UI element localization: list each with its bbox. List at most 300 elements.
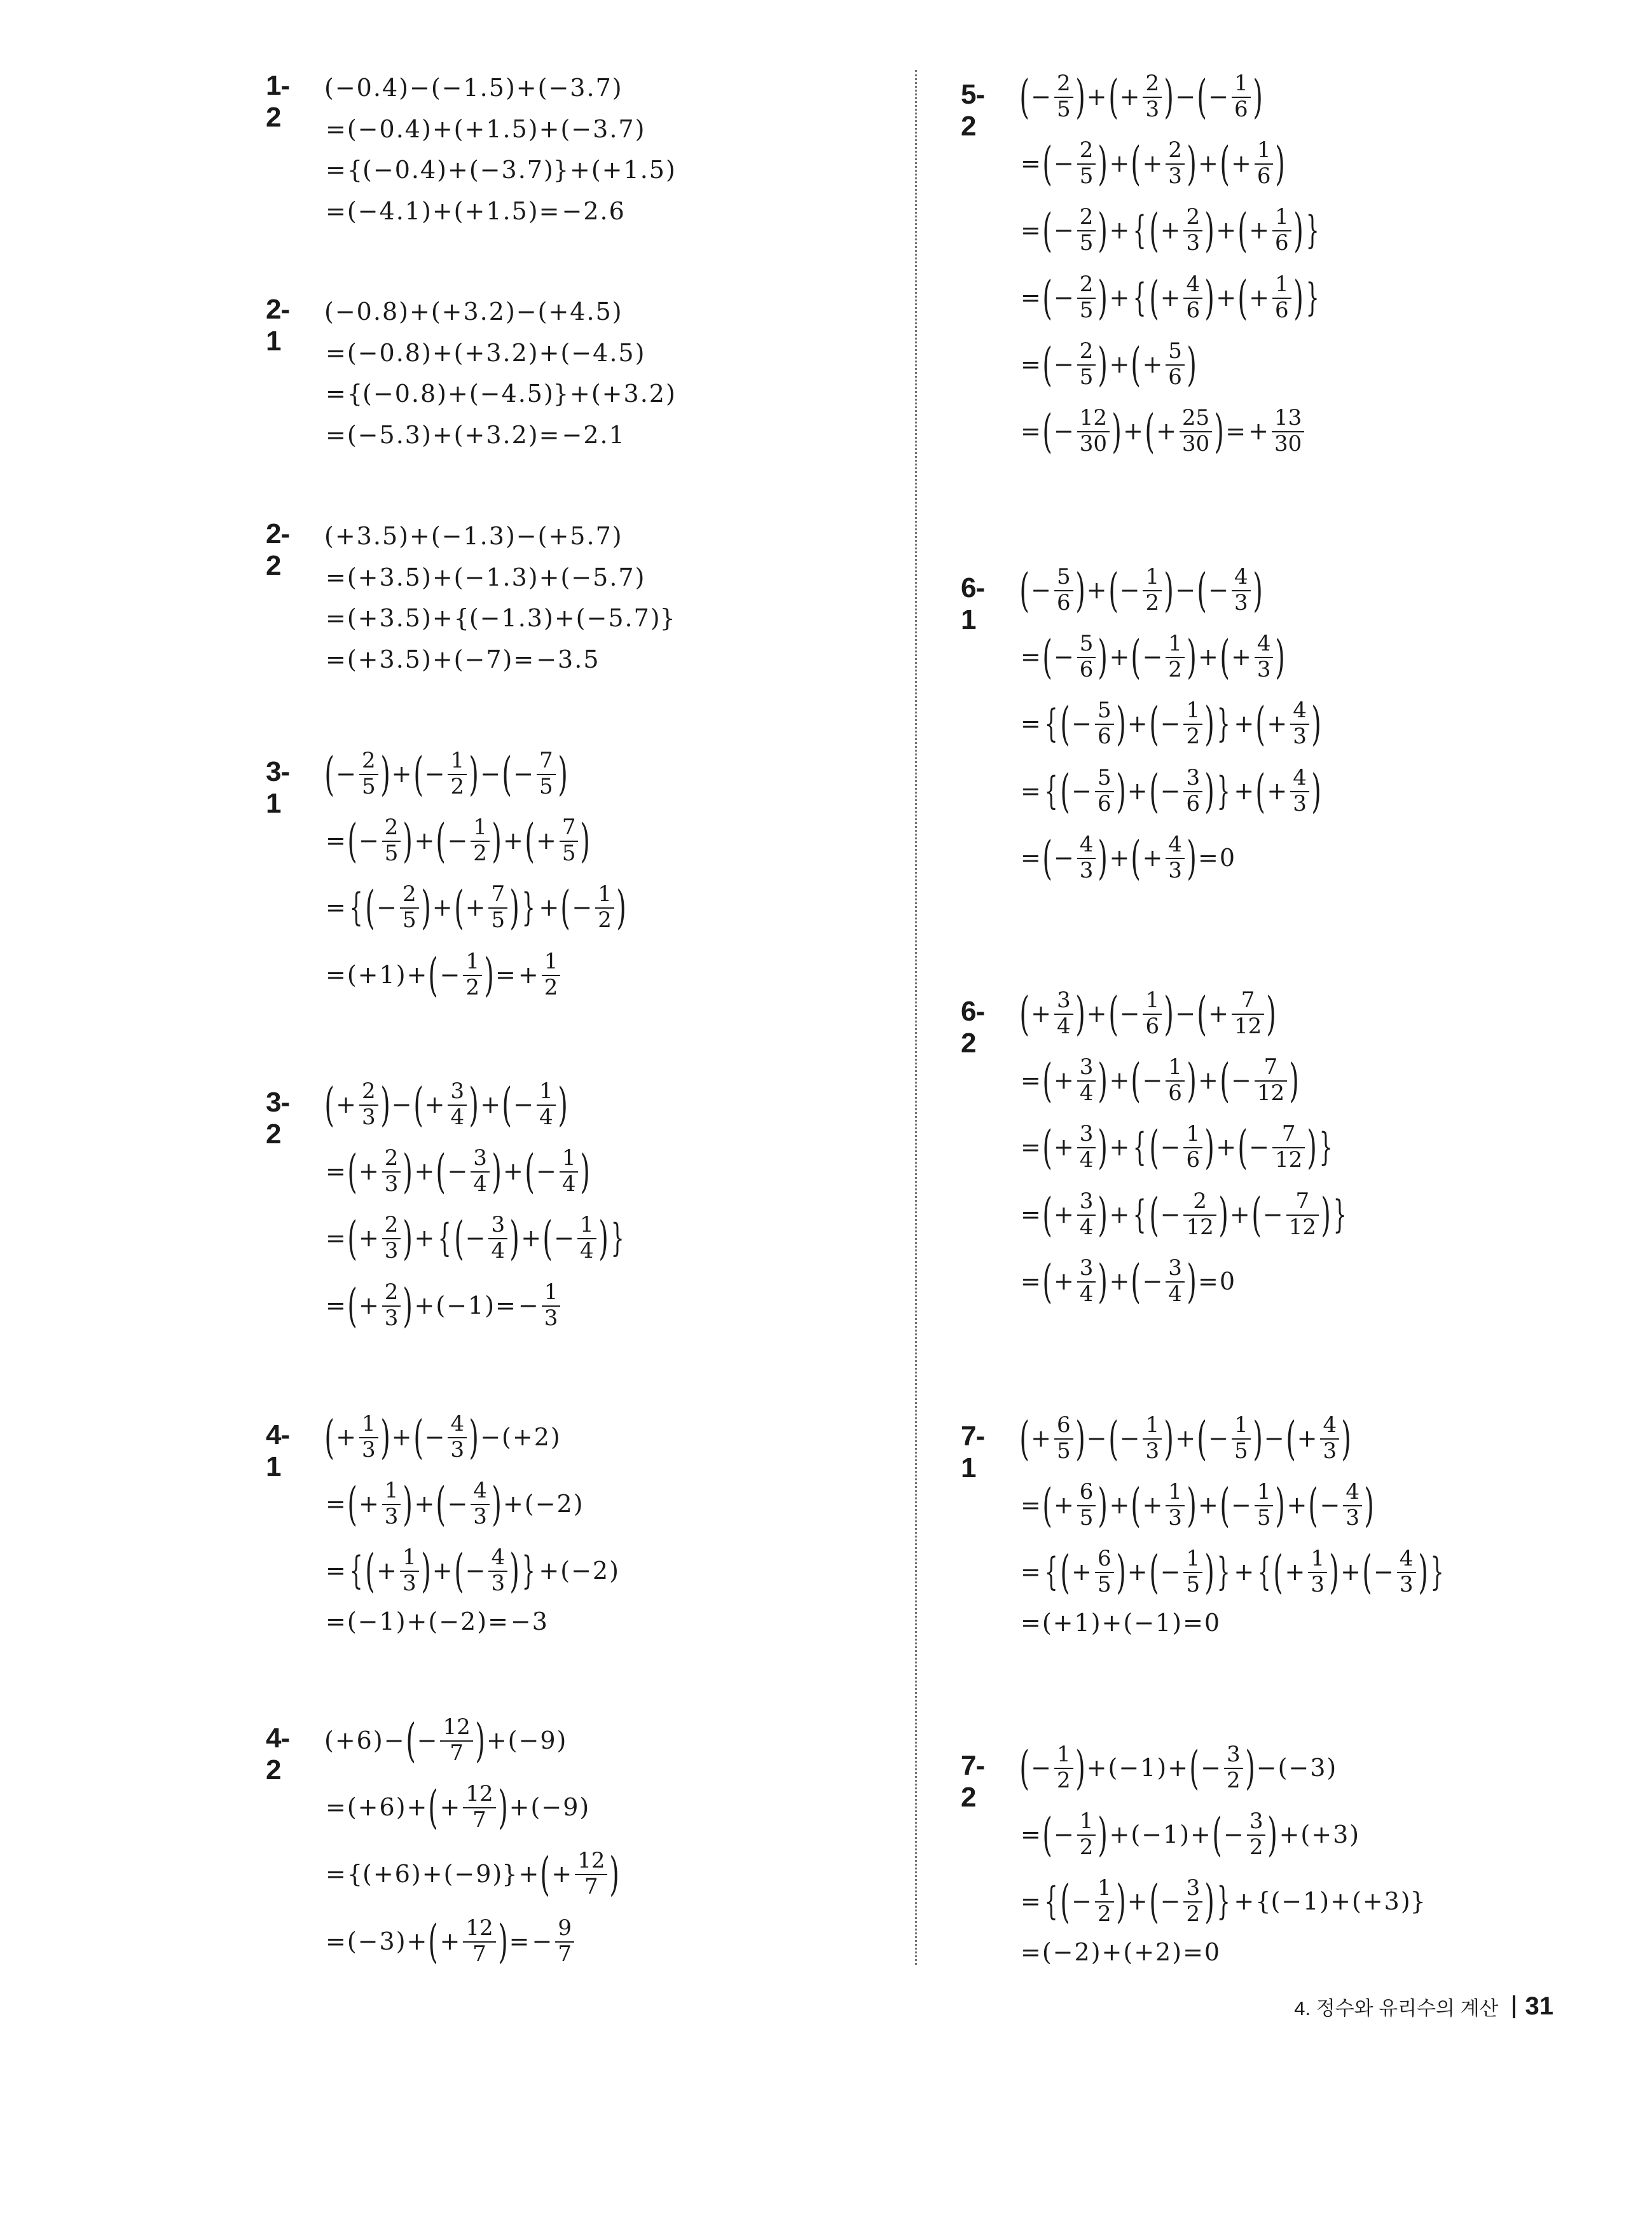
plus-sign: + xyxy=(1156,417,1176,445)
fraction xyxy=(1272,1120,1305,1173)
denominator: 3 xyxy=(361,1436,376,1463)
solution-line xyxy=(324,155,675,185)
open-bracket: ( xyxy=(575,604,586,632)
minus-sign: − xyxy=(572,893,593,921)
math-text: 5 xyxy=(593,563,609,591)
solution-line xyxy=(1019,202,1321,259)
math-text: 7 xyxy=(595,74,611,102)
open-bracket: ( xyxy=(1300,1820,1311,1848)
plus-sign: + xyxy=(1053,1201,1074,1229)
equals-sign: = xyxy=(326,1557,346,1585)
denominator: 2 xyxy=(473,840,487,866)
numerator: 7 xyxy=(1295,1188,1310,1214)
equals-sign: = xyxy=(495,961,516,989)
plus-sign: + xyxy=(432,197,453,225)
open-bracket: ( xyxy=(502,747,512,801)
denominator: 3 xyxy=(450,1436,465,1463)
plus-sign: + xyxy=(448,380,468,408)
close-bracket: ) xyxy=(1098,1255,1108,1308)
open-bracket: ( xyxy=(324,1410,334,1464)
math-text: . xyxy=(586,522,595,550)
numerator: 5 xyxy=(1056,563,1071,589)
open-bracket: ( xyxy=(428,948,439,1001)
numerator: 4 xyxy=(1399,1545,1414,1571)
open-bracket: ( xyxy=(347,1607,357,1635)
math-text: 8 xyxy=(420,380,436,408)
fraction xyxy=(400,883,419,932)
minus-sign: − xyxy=(447,827,468,855)
plus-sign: + xyxy=(414,1224,435,1252)
denominator: 2 xyxy=(465,974,479,1000)
close-bracket: ) xyxy=(665,156,675,184)
fraction xyxy=(537,747,556,799)
fraction xyxy=(1054,989,1073,1038)
close-bracket: ) xyxy=(502,645,513,673)
open-bracket: ( xyxy=(1131,1478,1141,1532)
numerator: 1 xyxy=(1186,697,1201,723)
minus-sign: − xyxy=(336,760,356,788)
plus-sign: + xyxy=(1216,1133,1237,1161)
close-bracket: ) xyxy=(650,604,660,632)
math-text: . xyxy=(609,563,617,591)
math-text: 0 xyxy=(356,74,372,102)
fraction xyxy=(1290,764,1309,816)
plus-sign: + xyxy=(480,1091,501,1118)
close-bracket: ) xyxy=(543,156,553,184)
plus-sign: + xyxy=(357,563,378,591)
close-bracket: ) xyxy=(497,1780,508,1834)
plus-sign: + xyxy=(432,1557,453,1585)
fraction xyxy=(1255,139,1274,188)
denominator: 12 xyxy=(1275,1146,1303,1173)
close-bracket: ) xyxy=(1204,1545,1215,1599)
equals-sign: = xyxy=(1183,1609,1203,1637)
denominator: 6 xyxy=(1186,297,1201,323)
open-bracket: ( xyxy=(537,298,547,326)
open-bracket: ( xyxy=(1108,70,1119,123)
plus-sign: + xyxy=(518,961,539,989)
math-text: 3 xyxy=(379,645,395,673)
fraction xyxy=(1054,1741,1073,1793)
math-text: 5 xyxy=(583,645,599,673)
close-bracket: ) xyxy=(1115,697,1126,750)
minus-sign: − xyxy=(1230,1491,1251,1519)
close-bracket: ) xyxy=(403,1211,413,1265)
open-bracket: ( xyxy=(591,156,601,184)
math-text: 2 xyxy=(1074,1938,1090,1966)
equals-sign: = xyxy=(1021,643,1041,671)
plus-sign: + xyxy=(448,156,468,184)
open-bracket: ( xyxy=(1220,137,1230,190)
numerator: 1 xyxy=(1097,1875,1112,1901)
denominator: 12 xyxy=(1186,1214,1214,1240)
math-text: 0 xyxy=(379,115,395,143)
plus-sign: + xyxy=(1053,1066,1074,1094)
numerator: 4 xyxy=(1346,1478,1359,1504)
plus-sign: + xyxy=(1109,149,1130,177)
open-bracket: ( xyxy=(1255,764,1266,818)
math-text: . xyxy=(640,156,648,184)
close-bracket: ) xyxy=(1187,338,1197,391)
plus-sign: + xyxy=(512,1423,533,1451)
math-text: 0 xyxy=(1219,1267,1236,1295)
math-text: 1 xyxy=(1074,1609,1090,1637)
solution-line xyxy=(324,1209,626,1267)
denominator: 4 xyxy=(561,1171,576,1197)
solution-line xyxy=(324,1408,560,1466)
equals-sign: = xyxy=(1021,216,1041,244)
numerator: 2 xyxy=(1079,203,1094,230)
denominator: 3 xyxy=(1186,230,1201,256)
close-bracket: ) xyxy=(1307,1120,1318,1174)
math-text: . xyxy=(396,604,404,632)
open-bracket: { xyxy=(1132,275,1146,320)
fraction xyxy=(1143,989,1162,1038)
minus-sign: − xyxy=(464,563,485,591)
equals-sign: = xyxy=(326,1224,346,1252)
numerator: 9 xyxy=(558,1915,572,1941)
close-bracket: ) xyxy=(421,604,431,632)
math-text: 5 xyxy=(404,563,420,591)
open-bracket: { xyxy=(1132,1192,1146,1237)
math-text: 2 xyxy=(533,1423,549,1451)
open-bracket: ( xyxy=(1197,987,1207,1040)
plus-sign: + xyxy=(406,1607,427,1635)
math-text: 8 xyxy=(404,339,420,367)
numerator: 4 xyxy=(1293,697,1307,723)
plus-sign: + xyxy=(441,298,462,326)
open-bracket: ( xyxy=(405,1714,416,1767)
minus-sign: − xyxy=(479,604,500,632)
close-bracket: ) xyxy=(1115,1545,1126,1599)
fraction xyxy=(560,816,579,865)
close-bracket: ) xyxy=(1252,563,1263,617)
close-bracket: ) xyxy=(1349,1820,1359,1848)
open-bracket: ( xyxy=(1308,1478,1319,1532)
minus-sign: − xyxy=(1160,710,1181,738)
numerator: 1 xyxy=(544,1279,558,1305)
denominator: 7 xyxy=(472,1807,486,1833)
close-bracket: ) xyxy=(1326,1754,1337,1782)
plus-sign: + xyxy=(535,827,556,855)
numerator: 1 xyxy=(1079,1808,1094,1834)
close-bracket: ) xyxy=(1311,697,1321,750)
open-bracket: { xyxy=(1044,1879,1058,1924)
plus-sign: + xyxy=(518,1860,539,1888)
open-bracket: { xyxy=(347,380,363,408)
plus-sign: + xyxy=(1053,1267,1074,1295)
fraction xyxy=(595,883,614,932)
fraction xyxy=(1308,1545,1327,1597)
close-bracket: ) xyxy=(1112,404,1122,458)
minus-sign: − xyxy=(1071,1887,1092,1915)
plus-sign: + xyxy=(1071,1558,1092,1586)
math-text: 4 xyxy=(382,74,398,102)
minus-sign: − xyxy=(1134,1609,1155,1637)
minus-sign: − xyxy=(1160,777,1181,805)
open-bracket: ( xyxy=(365,1544,375,1597)
fraction xyxy=(1166,139,1185,188)
plus-sign: + xyxy=(1127,1558,1148,1586)
solution-line xyxy=(1019,1543,1446,1600)
denominator: 7 xyxy=(450,1740,464,1766)
numerator: 3 xyxy=(1079,1188,1094,1214)
solution-line xyxy=(324,114,644,144)
math-text: 5 xyxy=(608,604,624,632)
close-bracket: ) xyxy=(1075,70,1085,123)
fraction xyxy=(463,1780,495,1833)
open-bracket: ( xyxy=(413,1078,423,1131)
minus-sign: − xyxy=(1175,1000,1196,1028)
plus-sign: + xyxy=(432,893,453,921)
minus-sign: − xyxy=(1175,83,1196,111)
numerator: 1 xyxy=(402,1544,416,1570)
denominator: 2 xyxy=(1186,1901,1201,1927)
plus-sign: + xyxy=(409,298,430,326)
close-bracket: ) xyxy=(1164,987,1174,1040)
equals-sign: = xyxy=(326,380,346,408)
problem-label: 3-1 xyxy=(266,756,290,819)
numerator: 3 xyxy=(1186,764,1201,790)
solution-line xyxy=(324,812,591,869)
open-bracket: ( xyxy=(430,298,441,326)
plus-sign: + xyxy=(357,961,378,989)
denominator: 4 xyxy=(1079,1080,1094,1106)
plus-sign: + xyxy=(1101,1938,1122,1966)
minus-sign: − xyxy=(447,1157,468,1185)
open-bracket: ( xyxy=(1131,1054,1141,1107)
close-bracket: ) xyxy=(1187,1054,1197,1107)
close-bracket: ) xyxy=(665,380,675,408)
equals-sign: = xyxy=(1021,149,1041,177)
close-bracket: ) xyxy=(1091,1609,1101,1637)
close-bracket: ) xyxy=(437,156,446,184)
fraction xyxy=(1286,1190,1319,1239)
open-bracket: ( xyxy=(560,339,570,367)
plus-sign: + xyxy=(414,1291,435,1319)
denominator: 5 xyxy=(1056,1438,1071,1464)
close-bracket: ) xyxy=(1075,987,1085,1040)
minus-sign: − xyxy=(1142,1267,1163,1295)
fraction xyxy=(1054,563,1073,616)
denominator: 3 xyxy=(1168,163,1182,189)
plus-sign: + xyxy=(1086,1000,1107,1028)
close-bracket: ) xyxy=(373,1726,383,1754)
solution-line xyxy=(1019,68,1263,125)
close-bracket: ) xyxy=(421,197,431,225)
fraction xyxy=(488,1546,507,1595)
numerator: 2 xyxy=(384,1145,399,1171)
minus-sign: − xyxy=(357,1927,378,1955)
open-bracket: ( xyxy=(469,604,479,632)
close-bracket: ) xyxy=(1115,764,1126,818)
equals-sign: = xyxy=(513,645,534,673)
numerator: 5 xyxy=(1168,338,1182,364)
math-text: 1 xyxy=(609,421,624,449)
math-text: . xyxy=(396,339,404,367)
close-bracket: ) xyxy=(635,339,645,367)
numerator: 3 xyxy=(1079,1255,1094,1281)
numerator: 3 xyxy=(1079,1120,1094,1146)
denominator: 5 xyxy=(384,840,399,866)
fraction xyxy=(1272,273,1291,322)
denominator: 5 xyxy=(1256,1504,1271,1531)
denominator: 3 xyxy=(1323,1438,1337,1464)
open-bracket: ( xyxy=(525,814,535,867)
fraction xyxy=(448,747,467,799)
minus-sign: − xyxy=(532,1927,553,1955)
minus-sign: − xyxy=(518,1291,539,1319)
close-bracket: ) xyxy=(485,1291,495,1319)
plus-sign: + xyxy=(406,961,427,989)
solution-line xyxy=(1019,628,1286,685)
minus-sign: − xyxy=(446,1291,467,1319)
equals-sign: = xyxy=(326,893,346,921)
math-text: 3 xyxy=(501,156,517,184)
open-bracket: ( xyxy=(443,1860,453,1888)
close-bracket: ) xyxy=(1098,831,1108,884)
open-bracket: ( xyxy=(1019,987,1029,1040)
equals-sign: = xyxy=(539,421,560,449)
close-bracket: } xyxy=(1333,1192,1347,1237)
plus-sign: + xyxy=(391,1423,412,1451)
open-bracket: ( xyxy=(530,1793,540,1821)
solution-line xyxy=(324,1606,549,1637)
numerator: 12 xyxy=(443,1714,471,1740)
numerator: 7 xyxy=(1281,1120,1296,1146)
plus-sign: + xyxy=(357,645,378,673)
open-bracket: ( xyxy=(525,1145,535,1198)
plus-sign: + xyxy=(1109,1066,1130,1094)
open-bracket: ( xyxy=(324,298,334,326)
denominator: 3 xyxy=(1256,656,1271,682)
close-bracket: ) xyxy=(1266,987,1277,1040)
close-bracket: ) xyxy=(1252,1412,1263,1465)
equals-sign: = xyxy=(326,827,346,855)
math-text: 3 xyxy=(1310,1754,1326,1782)
math-text: . xyxy=(624,604,633,632)
denominator: 12 xyxy=(1234,1013,1262,1039)
equals-sign: = xyxy=(1021,1609,1041,1637)
fraction xyxy=(359,1080,378,1129)
close-bracket: ) xyxy=(550,1423,560,1451)
open-bracket: { xyxy=(1044,769,1058,813)
open-bracket: ( xyxy=(1148,697,1159,750)
plus-sign: + xyxy=(1109,216,1130,244)
plus-sign: + xyxy=(1109,1491,1130,1519)
solution-line xyxy=(1019,1476,1374,1534)
numerator: 2 xyxy=(1193,1188,1207,1214)
plus-sign: + xyxy=(1109,1201,1130,1229)
plus-sign: + xyxy=(1198,1491,1218,1519)
minus-sign: − xyxy=(1319,1491,1340,1519)
numerator: 1 xyxy=(1275,271,1289,297)
close-bracket: ) xyxy=(1341,1412,1351,1465)
plus-sign: + xyxy=(1230,643,1251,671)
open-bracket: ( xyxy=(502,1078,512,1131)
denominator: 6 xyxy=(1168,364,1182,390)
math-text: . xyxy=(600,421,608,449)
minus-sign: − xyxy=(357,339,378,367)
numerator: 1 xyxy=(1256,137,1271,163)
numerator: 13 xyxy=(1274,404,1302,430)
open-bracket: ( xyxy=(1060,697,1070,750)
math-text: 6 xyxy=(394,1860,410,1888)
math-text: . xyxy=(479,74,488,102)
plus-sign: + xyxy=(1109,1267,1130,1295)
close-bracket: ) xyxy=(598,1211,609,1265)
numerator: 12 xyxy=(465,1780,493,1807)
page-footer xyxy=(1294,1992,1553,2021)
denominator: 5 xyxy=(1056,96,1071,122)
math-text: 1 xyxy=(468,1291,484,1319)
problem-label: 2-2 xyxy=(266,518,290,581)
denominator: 6 xyxy=(1275,230,1289,256)
close-bracket: ) xyxy=(1187,1478,1197,1532)
math-text: 5 xyxy=(404,604,420,632)
open-bracket: ( xyxy=(1285,1412,1296,1465)
open-bracket: ( xyxy=(1237,203,1248,257)
minus-sign: − xyxy=(548,74,569,102)
math-text: 4 xyxy=(501,380,517,408)
minus-sign: − xyxy=(357,115,378,143)
plus-sign: + xyxy=(334,1726,355,1754)
minus-sign: − xyxy=(376,893,397,921)
problem-label: 7-1 xyxy=(961,1421,985,1483)
plus-sign: + xyxy=(1234,1887,1255,1915)
open-bracket: ( xyxy=(1042,271,1052,324)
open-bracket: ( xyxy=(1148,1875,1159,1928)
close-bracket: ) xyxy=(1098,1120,1108,1174)
denominator: 3 xyxy=(1399,1571,1414,1597)
open-bracket: ( xyxy=(1131,1255,1141,1308)
open-bracket: ( xyxy=(1131,137,1141,190)
open-bracket: { xyxy=(349,1548,363,1593)
math-text: 4 xyxy=(593,339,609,367)
open-bracket: ( xyxy=(430,522,441,550)
math-text: 4 xyxy=(420,156,436,184)
close-bracket: } xyxy=(1216,769,1230,813)
plus-sign: + xyxy=(1216,216,1237,244)
close-bracket: ) xyxy=(1417,1545,1428,1599)
denominator: 2 xyxy=(450,773,465,799)
close-bracket: ) xyxy=(1098,630,1108,684)
equals-sign: = xyxy=(1021,1201,1041,1229)
math-text: 1 xyxy=(404,197,420,225)
plus-sign: + xyxy=(464,197,485,225)
denominator: 3 xyxy=(491,1570,506,1596)
equals-sign: = xyxy=(1021,350,1041,378)
close-bracket: ) xyxy=(1252,70,1263,123)
open-bracket: ( xyxy=(428,1915,439,1968)
minus-sign: − xyxy=(454,1860,475,1888)
math-text: 1 xyxy=(1163,1820,1179,1848)
numerator: 1 xyxy=(544,948,558,974)
math-text: 5 xyxy=(379,421,395,449)
denominator: 2 xyxy=(1249,1834,1263,1860)
close-bracket: ) xyxy=(396,1793,406,1821)
plus-sign: + xyxy=(1234,1558,1255,1586)
fraction xyxy=(488,1211,507,1263)
denominator: 7 xyxy=(584,1873,598,1899)
numerator: 3 xyxy=(491,1211,506,1237)
minus-sign: − xyxy=(554,1224,574,1252)
numerator: 4 xyxy=(1186,271,1201,297)
denominator: 6 xyxy=(1186,1146,1201,1173)
fraction xyxy=(1180,404,1212,457)
plus-sign: + xyxy=(1175,1424,1196,1452)
fraction xyxy=(1095,1877,1114,1925)
